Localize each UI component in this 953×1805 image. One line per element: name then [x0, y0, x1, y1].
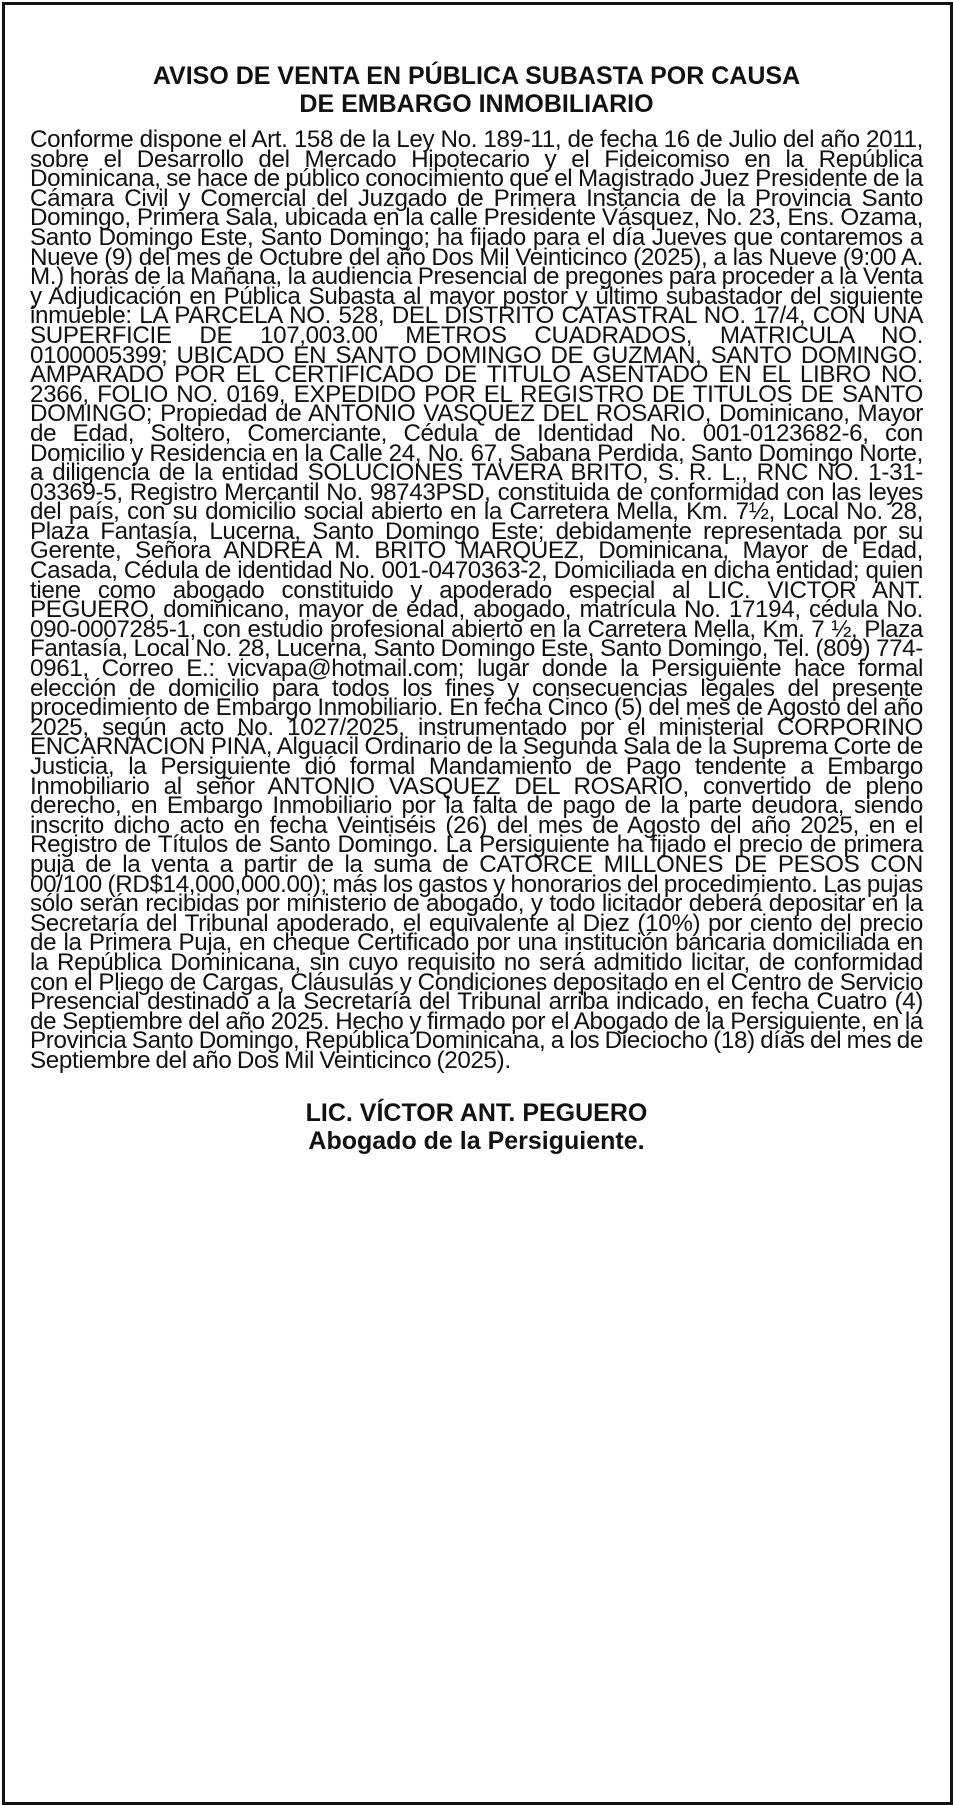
notice-title-line2: DE EMBARGO INMOBILIARIO — [299, 90, 654, 118]
notice-title-line1: AVISO DE VENTA EN PÚBLICA SUBASTA POR CAUSA — [152, 62, 801, 90]
signature-name: LIC. VÍCTOR ANT. PEGUERO — [305, 1098, 648, 1127]
signature-role: Abogado de la Persiguiente. — [308, 1126, 645, 1155]
signature-block — [30, 1099, 923, 1155]
notice-content — [30, 62, 923, 1155]
notice-title — [30, 62, 923, 118]
notice-body: Conforme dispone el Art. 158 de la Ley No. 189-11, de fecha 16 de Julio del año 2011, sobre el Desarrollo del Mercado Hipotecario y el Fideicomiso en la República Dominicana, se hace de público conocimiento que el Magistrado Juez Presidente de la Cámara Civil y Comercial del Juzgado de Primera Instancia de la Provincia Santo Domingo, Primera Sala, ubicada en la calle Presidente Vásquez, No. 23, Ens. Ozama, Santo Domingo Este, Santo Domingo; ha fijado para el día Jueves que contaremos a Nueve (9) del mes de Octubre del año Dos Mil Veinticinco (2025), a las Nueve (9:00 A. M.) horas de la Mañana, la audiencia Presencial de pregones para proceder a la Venta y Adjudicación en Pública Subasta al mayor postor y último subastador del siguiente inmueble: LA PARCELA NO. 528, DEL DISTRITO CATASTRAL NO. 17/4, CON UNA SUPERFICIE DE 107,003.00 METROS CUADRADOS, MATRICULA NO. 0100005399; UBICADO EN SANTO DOMINGO DE GUZMAN, SANTO DOMINGO. AMPARADO POR EL CERTIFICADO DE TITULO ASENTADO EN EL LIBRO NO. 2366, FOLIO NO. 0169, EXPEDIDO POR EL REGISTRO DE TITULOS DE SANTO DOMINGO; Propiedad de ANTONIO VASQUEZ DEL ROSARIO, Dominicano, Mayor de Edad, Soltero, Comerciante, Cédula de Identidad No. 001-0123682-6, con Domicilio y Residencia en la Calle 24, No. 67, Sabana Perdida, Santo Domingo Norte, a diligencia de la entidad SOLUCIONES TAVERA BRITO, S. R. L., RNC NO. 1-31-03369-5, Registro Mercantil No. 98743PSD, constituida de conformidad con las leyes del país, con su domicilio social abierto en la Carretera Mella, Km. 7½, Local No. 28, Plaza Fantasía, Lucerna, Santo Domingo Este; debidamente representada por su Gerente, Señora ANDREA M. BRITO MARQUEZ, Dominicana, Mayor de Edad, Casada, Cédula de identidad No. 001-0470363-2, Domiciliada en dicha entidad; quien tiene como abogado constituido y apoderado especial al LIC. VICTOR ANT. PEGUERO, dominicano, mayor de edad, abogado, matrícula No. 17194, cédula No. 090-0007285-1, con estudio profesional abierto en la Carretera Mella, Km. 7 ½, Plaza Fantasía, Local No. 28, Lucerna, Santo Domingo Este, Santo Domingo, Tel. (809) 774-0961, Correo E.: vicvapa@hotmail.com; lugar donde la Persiguiente hace formal elección de domicilio para todos los fines y consecuencias legales del presente procedimiento de Embargo Inmobiliario. En fecha Cinco (5) del mes de Agosto del año 2025, según acto No. 1027/2025, instrumentado por el ministerial CORPORINO ENCARNACION PIÑA, Alguacil Ordinario de la Segunda Sala de la Suprema Corte de Justicia, la Persiguiente dió formal Mandamiento de Pago tendente a Embargo Inmobiliario al señor ANTONIO VASQUEZ DEL ROSARIO, convertido de pleno derecho, en Embargo Inmobiliario por la falta de pago de la parte deudora, siendo inscrito dicho acto en fecha Veintiséis (26) del mes de Agosto del año 2025, en el Registro de Títulos de Santo Domingo. La Persiguiente ha fijado el precio de primera puja de la venta a partir de la suma de CATORCE MILLONES DE PESOS CON 00/100 (RD$14,000,000.00); más los gastos y honorarios del procedimiento. Las pujas sólo serán recibidas por ministerio de abogado, y todo licitador deberá depositar en la Secretaría del Tribunal apoderado, el equivalente al Diez (10%) por ciento del precio de la Primera Puja, en cheque Certificado por una institución bancaria domiciliada en la República Dominicana, sin cuyo requisito no será admitido licitar, de conformidad con el Pliego de Cargas, Cláusulas y Condiciones depositado en el Centro de Servicio Presencial destinado a la Secretaría del Tribunal arriba indicado, en fecha Cuatro (4) de Septiembre del año 2025. Hecho y firmado por el Abogado de la Persiguiente, en la Provincia Santo Domingo, República Dominicana, a los Dieciocho (18) días del mes de Septiembre del año Dos Mil Veinticinco (2025). — [30, 126, 923, 1074]
